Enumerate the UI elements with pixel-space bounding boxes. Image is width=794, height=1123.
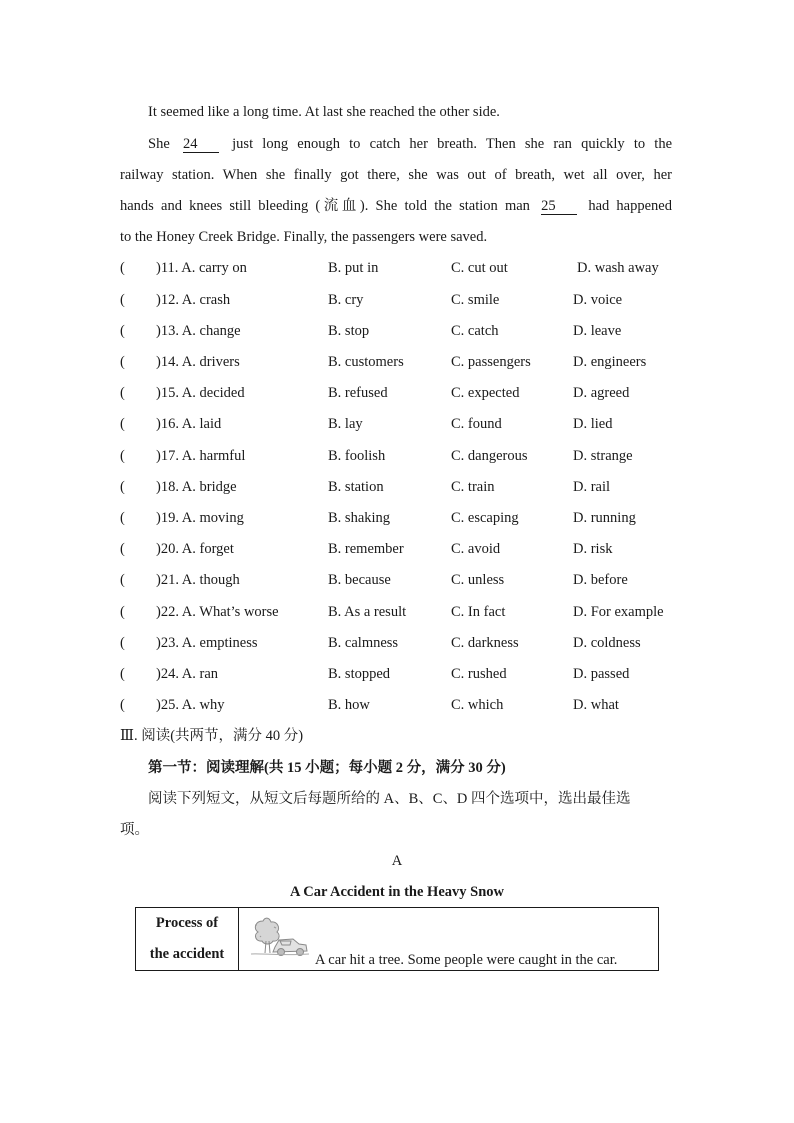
answer-paren[interactable]: ( — [120, 510, 125, 526]
blank-25: 25 — [541, 199, 577, 215]
article-title: A Car Accident in the Heavy Snow — [289, 884, 505, 900]
option-c: C. In fact — [451, 604, 506, 620]
question-row — [120, 602, 680, 622]
answer-paren[interactable]: ( — [120, 479, 125, 495]
passage-letter: A — [391, 853, 403, 869]
option-c: C. dangerous — [451, 448, 528, 464]
question-row — [120, 570, 680, 590]
option-b: B. because — [328, 572, 391, 588]
option-d: D. running — [573, 510, 636, 526]
option-b: B. remember — [328, 541, 404, 557]
question-row — [120, 446, 680, 466]
answer-paren[interactable]: ( — [120, 448, 125, 464]
passage-text: She — [148, 136, 170, 152]
option-a: )14. A. drivers — [156, 354, 240, 370]
option-a: )22. A. What’s worse — [156, 604, 279, 620]
option-d: D. what — [573, 697, 619, 713]
option-d: D. voice — [573, 292, 623, 308]
option-b: B. cry — [328, 292, 364, 308]
table-label-line-2: the accident — [149, 946, 225, 962]
option-c: C. cut out — [451, 260, 508, 276]
option-a: )21. A. though — [156, 572, 240, 588]
option-b: B. foolish — [328, 448, 386, 464]
option-c: C. avoid — [451, 541, 501, 557]
question-row — [120, 383, 680, 403]
option-b: B. how — [328, 697, 370, 713]
option-b: B. stopped — [328, 666, 391, 682]
question-row — [120, 633, 680, 653]
option-b: B. shaking — [328, 510, 391, 526]
answer-paren[interactable]: ( — [120, 666, 125, 682]
option-a: )13. A. change — [156, 323, 241, 339]
option-c: C. rushed — [451, 666, 507, 682]
part-title: 第一节：阅读理解(共 15 小题；每小题 2 分，满分 30 分) — [148, 760, 506, 776]
passage-text: hands and knees still bleeding (流血). She told the station man — [120, 198, 530, 214]
option-c: C. train — [451, 479, 495, 495]
question-row — [120, 477, 680, 497]
section-title: Ⅲ. 阅读(共两节，满分 40 分) — [120, 728, 304, 744]
passage-line-2 — [120, 134, 672, 154]
question-row — [120, 664, 680, 684]
option-d: D. For example — [573, 604, 664, 620]
option-a: )25. A. why — [156, 697, 225, 713]
answer-paren[interactable]: ( — [120, 416, 125, 432]
question-row — [120, 290, 680, 310]
option-d: D. wash away — [577, 260, 659, 276]
accident-description: A car hit a tree. Some people were caught in the car. — [315, 952, 618, 968]
question-row — [120, 321, 680, 341]
answer-paren[interactable]: ( — [120, 697, 125, 713]
answer-paren[interactable]: ( — [120, 323, 125, 339]
table-label-line-1: Process of — [155, 915, 219, 931]
option-c: C. found — [451, 416, 502, 432]
answer-paren[interactable]: ( — [120, 385, 125, 401]
option-d: D. strange — [573, 448, 633, 464]
option-d: D. passed — [573, 666, 630, 682]
option-a: )23. A. emptiness — [156, 635, 258, 651]
passage-text: had happened — [588, 198, 672, 214]
answer-paren[interactable]: ( — [120, 292, 125, 308]
question-row — [120, 414, 680, 434]
option-b: B. lay — [328, 416, 363, 432]
answer-paren[interactable]: ( — [120, 354, 125, 370]
passage-line-3: railway station. When she finally got there, she was out of breath, wet all over, her — [120, 167, 672, 183]
answer-paren[interactable]: ( — [120, 604, 125, 620]
option-c: C. darkness — [451, 635, 519, 651]
option-c: C. expected — [451, 385, 520, 401]
option-b: B. calmness — [328, 635, 399, 651]
option-d: D. lied — [573, 416, 613, 432]
answer-paren[interactable]: ( — [120, 541, 125, 557]
option-b: B. stop — [328, 323, 370, 339]
option-a: )24. A. ran — [156, 666, 219, 682]
option-b: B. customers — [328, 354, 404, 370]
option-a: )12. A. crash — [156, 292, 231, 308]
option-b: B. refused — [328, 385, 388, 401]
instruction-line-2: 项。 — [120, 822, 149, 838]
passage-line-5: to the Honey Creek Bridge. Finally, the passengers were saved. — [120, 229, 488, 245]
option-a: )19. A. moving — [156, 510, 244, 526]
question-row — [120, 539, 680, 559]
passage-line-4 — [120, 196, 672, 216]
option-d: D. risk — [573, 541, 613, 557]
option-d: D. coldness — [573, 635, 641, 651]
option-d: D. before — [573, 572, 628, 588]
car-hit-tree-icon — [249, 913, 311, 964]
option-d: D. leave — [573, 323, 622, 339]
option-c: C. smile — [451, 292, 500, 308]
option-a: )16. A. laid — [156, 416, 222, 432]
option-a: )18. A. bridge — [156, 479, 237, 495]
blank-24: 24 — [183, 137, 219, 153]
passage-line-1: It seemed like a long time. At last she reached the other side. — [148, 104, 500, 120]
option-b: B. put in — [328, 260, 379, 276]
table-content-cell — [239, 908, 659, 971]
option-d: D. agreed — [573, 385, 630, 401]
answer-paren[interactable]: ( — [120, 572, 125, 588]
option-d: D. engineers — [573, 354, 647, 370]
option-c: C. passengers — [451, 354, 531, 370]
option-a: )11. A. carry on — [156, 260, 247, 276]
option-d: D. rail — [573, 479, 611, 495]
option-a: )20. A. forget — [156, 541, 234, 557]
answer-paren[interactable]: ( — [120, 260, 125, 276]
option-c: C. escaping — [451, 510, 519, 526]
question-row — [120, 352, 680, 372]
option-a: )17. A. harmful — [156, 448, 246, 464]
option-a: )15. A. decided — [156, 385, 245, 401]
accident-table — [135, 907, 659, 971]
option-c: C. unless — [451, 572, 505, 588]
question-row — [120, 695, 680, 715]
option-c: C. which — [451, 697, 504, 713]
passage-text: just long enough to catch her breath. Then she ran quickly to the — [232, 136, 673, 152]
question-row — [120, 508, 680, 528]
option-b: B. station — [328, 479, 384, 495]
answer-paren[interactable]: ( — [120, 635, 125, 651]
option-b: B. As a result — [328, 604, 407, 620]
table-label-cell — [136, 908, 239, 971]
option-c: C. catch — [451, 323, 499, 339]
instruction-line-1: 阅读下列短文，从短文后每题所给的 A、B、C、D 四个选项中，选出最佳选 — [148, 791, 631, 807]
question-row — [120, 258, 680, 278]
